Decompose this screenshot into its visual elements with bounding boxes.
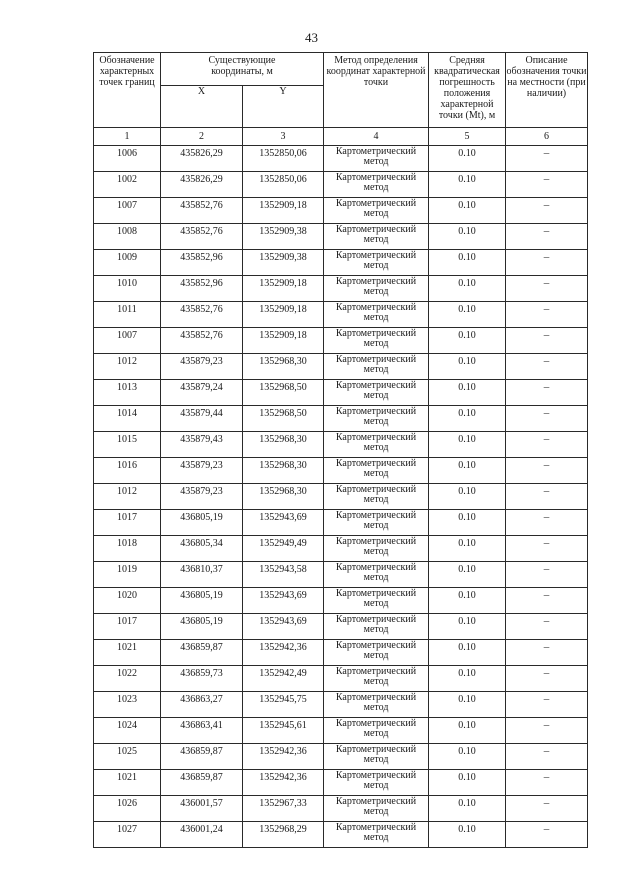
mean-error-cell: 0.10 (429, 484, 506, 510)
table-row (94, 718, 588, 744)
mean-error-cell: 0.10 (429, 328, 506, 354)
column-number: 2 (161, 128, 243, 146)
mean-error-cell: 0.10 (429, 822, 506, 848)
description-cell: – (506, 796, 588, 822)
method-cell: Картометрический метод (324, 250, 429, 276)
point-id-cell: 1020 (94, 588, 161, 614)
point-id-cell: 1007 (94, 328, 161, 354)
y-coordinate-cell: 1352968,30 (243, 458, 324, 484)
method-cell: Картометрический метод (324, 744, 429, 770)
mean-error-cell: 0.10 (429, 198, 506, 224)
header-description: Описание обозначения точки на местности (при наличии) (506, 53, 588, 128)
point-id-cell: 1023 (94, 692, 161, 718)
description-cell: – (506, 354, 588, 380)
coordinates-table (93, 52, 588, 848)
header-x: X (161, 86, 243, 128)
table-row (94, 354, 588, 380)
description-cell: – (506, 328, 588, 354)
y-coordinate-cell: 1352945,61 (243, 718, 324, 744)
y-coordinate-cell: 1352942,49 (243, 666, 324, 692)
point-id-cell: 1012 (94, 484, 161, 510)
mean-error-cell: 0.10 (429, 406, 506, 432)
x-coordinate-cell: 436805,19 (161, 614, 243, 640)
y-coordinate-cell: 1352850,06 (243, 146, 324, 172)
description-cell: – (506, 302, 588, 328)
method-cell: Картометрический метод (324, 770, 429, 796)
description-cell: – (506, 432, 588, 458)
table-row (94, 588, 588, 614)
point-id-cell: 1014 (94, 406, 161, 432)
description-cell: – (506, 588, 588, 614)
description-cell: – (506, 510, 588, 536)
x-coordinate-cell: 435879,24 (161, 380, 243, 406)
point-id-cell: 1006 (94, 146, 161, 172)
x-coordinate-cell: 435826,29 (161, 172, 243, 198)
method-cell: Картометрический метод (324, 380, 429, 406)
method-cell: Картометрический метод (324, 822, 429, 848)
x-coordinate-cell: 436859,87 (161, 744, 243, 770)
description-cell: – (506, 146, 588, 172)
point-id-cell: 1021 (94, 770, 161, 796)
table-row (94, 172, 588, 198)
method-cell: Картометрический метод (324, 406, 429, 432)
point-id-cell: 1011 (94, 302, 161, 328)
table-row (94, 692, 588, 718)
x-coordinate-cell: 436859,87 (161, 640, 243, 666)
x-coordinate-cell: 435826,29 (161, 146, 243, 172)
header-point-designation: Обозначение характерных точек границ (94, 53, 161, 128)
mean-error-cell: 0.10 (429, 562, 506, 588)
mean-error-cell: 0.10 (429, 614, 506, 640)
point-id-cell: 1009 (94, 250, 161, 276)
x-coordinate-cell: 436805,34 (161, 536, 243, 562)
y-coordinate-cell: 1352968,30 (243, 484, 324, 510)
y-coordinate-cell: 1352968,50 (243, 406, 324, 432)
description-cell: – (506, 770, 588, 796)
mean-error-cell: 0.10 (429, 510, 506, 536)
point-id-cell: 1021 (94, 640, 161, 666)
y-coordinate-cell: 1352909,38 (243, 250, 324, 276)
point-id-cell: 1017 (94, 614, 161, 640)
point-id-cell: 1002 (94, 172, 161, 198)
column-number: 1 (94, 128, 161, 146)
mean-error-cell: 0.10 (429, 146, 506, 172)
method-cell: Картометрический метод (324, 328, 429, 354)
point-id-cell: 1007 (94, 198, 161, 224)
y-coordinate-cell: 1352909,18 (243, 198, 324, 224)
y-coordinate-cell: 1352968,30 (243, 432, 324, 458)
description-cell: – (506, 276, 588, 302)
y-coordinate-cell: 1352968,30 (243, 354, 324, 380)
table-row (94, 276, 588, 302)
x-coordinate-cell: 435852,76 (161, 302, 243, 328)
description-cell: – (506, 458, 588, 484)
y-coordinate-cell: 1352942,36 (243, 770, 324, 796)
method-cell: Картометрический метод (324, 562, 429, 588)
method-cell: Картометрический метод (324, 198, 429, 224)
description-cell: – (506, 666, 588, 692)
mean-error-cell: 0.10 (429, 692, 506, 718)
mean-error-cell: 0.10 (429, 718, 506, 744)
page-number: 43 (305, 30, 318, 45)
table-row (94, 302, 588, 328)
description-cell: – (506, 224, 588, 250)
mean-error-cell: 0.10 (429, 354, 506, 380)
method-cell: Картометрический метод (324, 718, 429, 744)
method-cell: Картометрический метод (324, 224, 429, 250)
description-cell: – (506, 172, 588, 198)
point-id-cell: 1018 (94, 536, 161, 562)
x-coordinate-cell: 436805,19 (161, 510, 243, 536)
mean-error-cell: 0.10 (429, 796, 506, 822)
mean-error-cell: 0.10 (429, 224, 506, 250)
point-id-cell: 1024 (94, 718, 161, 744)
x-coordinate-cell: 435879,23 (161, 484, 243, 510)
description-cell: – (506, 744, 588, 770)
y-coordinate-cell: 1352945,75 (243, 692, 324, 718)
table-row (94, 822, 588, 848)
y-coordinate-cell: 1352909,18 (243, 302, 324, 328)
y-coordinate-cell: 1352968,50 (243, 380, 324, 406)
y-coordinate-cell: 1352943,69 (243, 614, 324, 640)
method-cell: Картометрический метод (324, 588, 429, 614)
x-coordinate-cell: 436810,37 (161, 562, 243, 588)
header-mean-error: Средняя квадратическая погрешность положения характерной точки (Mt), м (429, 53, 506, 128)
table-row (94, 198, 588, 224)
mean-error-cell: 0.10 (429, 744, 506, 770)
description-cell: – (506, 198, 588, 224)
mean-error-cell: 0.10 (429, 458, 506, 484)
mean-error-cell: 0.10 (429, 250, 506, 276)
method-cell: Картометрический метод (324, 692, 429, 718)
table-row (94, 432, 588, 458)
table-row (94, 536, 588, 562)
point-id-cell: 1013 (94, 380, 161, 406)
description-cell: – (506, 536, 588, 562)
description-cell: – (506, 718, 588, 744)
point-id-cell: 1026 (94, 796, 161, 822)
x-coordinate-cell: 436001,57 (161, 796, 243, 822)
mean-error-cell: 0.10 (429, 172, 506, 198)
description-cell: – (506, 380, 588, 406)
x-coordinate-cell: 436863,27 (161, 692, 243, 718)
column-number-row (94, 128, 588, 146)
y-coordinate-cell: 1352967,33 (243, 796, 324, 822)
method-cell: Картометрический метод (324, 302, 429, 328)
method-cell: Картометрический метод (324, 276, 429, 302)
mean-error-cell: 0.10 (429, 432, 506, 458)
method-cell: Картометрический метод (324, 354, 429, 380)
y-coordinate-cell: 1352943,58 (243, 562, 324, 588)
x-coordinate-cell: 436859,73 (161, 666, 243, 692)
table-row (94, 458, 588, 484)
point-id-cell: 1022 (94, 666, 161, 692)
point-id-cell: 1019 (94, 562, 161, 588)
mean-error-cell: 0.10 (429, 536, 506, 562)
y-coordinate-cell: 1352850,06 (243, 172, 324, 198)
table-row (94, 146, 588, 172)
table-row (94, 510, 588, 536)
table-row (94, 380, 588, 406)
description-cell: – (506, 562, 588, 588)
method-cell: Картометрический метод (324, 666, 429, 692)
y-coordinate-cell: 1352943,69 (243, 588, 324, 614)
mean-error-cell: 0.10 (429, 302, 506, 328)
table-row (94, 406, 588, 432)
column-number: 3 (243, 128, 324, 146)
point-id-cell: 1008 (94, 224, 161, 250)
table-row (94, 250, 588, 276)
x-coordinate-cell: 435852,96 (161, 250, 243, 276)
x-coordinate-cell: 435879,23 (161, 458, 243, 484)
column-number: 6 (506, 128, 588, 146)
table-row (94, 328, 588, 354)
description-cell: – (506, 692, 588, 718)
description-cell: – (506, 250, 588, 276)
table-row (94, 562, 588, 588)
description-cell: – (506, 822, 588, 848)
method-cell: Картометрический метод (324, 432, 429, 458)
header-y: Y (243, 86, 324, 128)
column-number: 5 (429, 128, 506, 146)
mean-error-cell: 0.10 (429, 770, 506, 796)
table-row (94, 796, 588, 822)
y-coordinate-cell: 1352943,69 (243, 510, 324, 536)
header-method: Метод определения координат характерной точки (324, 53, 429, 128)
x-coordinate-cell: 435879,43 (161, 432, 243, 458)
y-coordinate-cell: 1352942,36 (243, 640, 324, 666)
point-id-cell: 1027 (94, 822, 161, 848)
x-coordinate-cell: 435852,96 (161, 276, 243, 302)
method-cell: Картометрический метод (324, 458, 429, 484)
mean-error-cell: 0.10 (429, 380, 506, 406)
x-coordinate-cell: 435852,76 (161, 198, 243, 224)
point-id-cell: 1015 (94, 432, 161, 458)
method-cell: Картометрический метод (324, 614, 429, 640)
x-coordinate-cell: 435852,76 (161, 224, 243, 250)
column-number: 4 (324, 128, 429, 146)
table-row (94, 640, 588, 666)
description-cell: – (506, 640, 588, 666)
table-row (94, 484, 588, 510)
point-id-cell: 1012 (94, 354, 161, 380)
mean-error-cell: 0.10 (429, 588, 506, 614)
table-row (94, 770, 588, 796)
description-cell: – (506, 484, 588, 510)
x-coordinate-cell: 436859,87 (161, 770, 243, 796)
table-row (94, 666, 588, 692)
point-id-cell: 1010 (94, 276, 161, 302)
y-coordinate-cell: 1352909,38 (243, 224, 324, 250)
y-coordinate-cell: 1352909,18 (243, 328, 324, 354)
method-cell: Картометрический метод (324, 510, 429, 536)
method-cell: Картометрический метод (324, 172, 429, 198)
mean-error-cell: 0.10 (429, 276, 506, 302)
x-coordinate-cell: 436805,19 (161, 588, 243, 614)
y-coordinate-cell: 1352909,18 (243, 276, 324, 302)
x-coordinate-cell: 435879,44 (161, 406, 243, 432)
description-cell: – (506, 406, 588, 432)
table-row (94, 614, 588, 640)
x-coordinate-cell: 435852,76 (161, 328, 243, 354)
x-coordinate-cell: 436001,24 (161, 822, 243, 848)
x-coordinate-cell: 436863,41 (161, 718, 243, 744)
header-coordinates: Существующие координаты, м (161, 53, 324, 86)
x-coordinate-cell: 435879,23 (161, 354, 243, 380)
point-id-cell: 1017 (94, 510, 161, 536)
point-id-cell: 1025 (94, 744, 161, 770)
method-cell: Картометрический метод (324, 796, 429, 822)
y-coordinate-cell: 1352949,49 (243, 536, 324, 562)
table-row (94, 224, 588, 250)
method-cell: Картометрический метод (324, 484, 429, 510)
table-row (94, 744, 588, 770)
method-cell: Картометрический метод (324, 146, 429, 172)
method-cell: Картометрический метод (324, 536, 429, 562)
description-cell: – (506, 614, 588, 640)
y-coordinate-cell: 1352942,36 (243, 744, 324, 770)
y-coordinate-cell: 1352968,29 (243, 822, 324, 848)
method-cell: Картометрический метод (324, 640, 429, 666)
mean-error-cell: 0.10 (429, 666, 506, 692)
mean-error-cell: 0.10 (429, 640, 506, 666)
point-id-cell: 1016 (94, 458, 161, 484)
